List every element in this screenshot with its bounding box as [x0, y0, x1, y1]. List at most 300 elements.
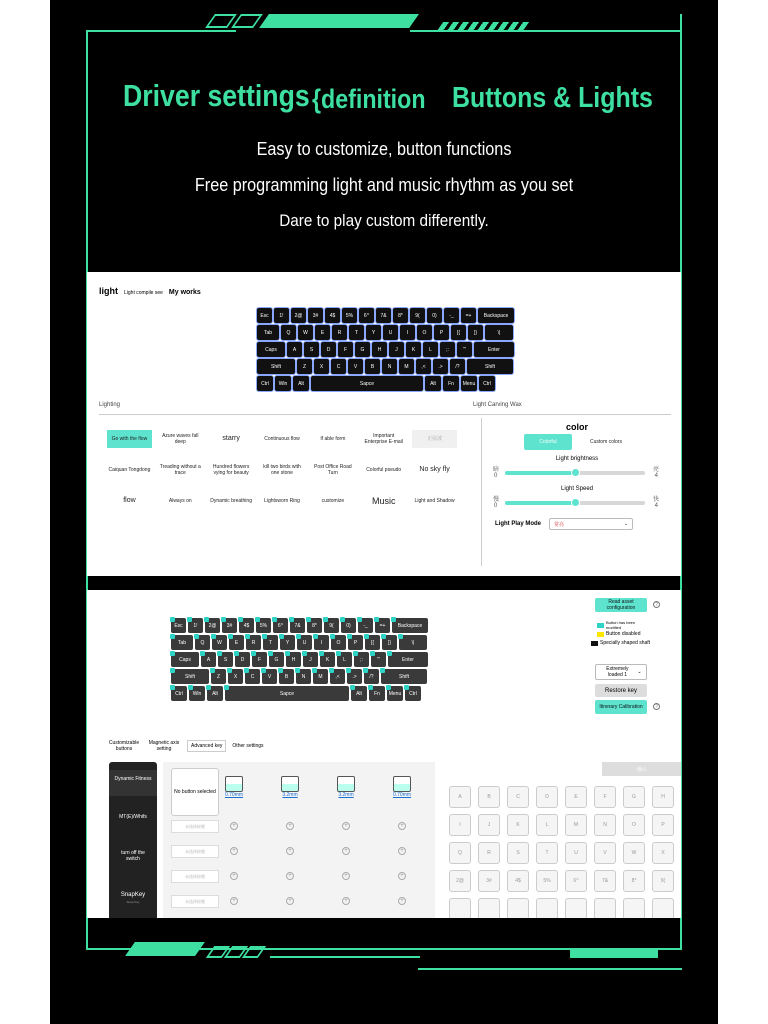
lighting-tabbar [99, 286, 201, 296]
keymap-panel [87, 590, 681, 918]
map-kb-key[interactable]: S [218, 652, 233, 667]
map-kb-key[interactable]: Alt [207, 686, 223, 701]
effect-option[interactable]: Always on [158, 492, 203, 510]
light-kb-key[interactable]: M [399, 359, 414, 374]
map-kb-key[interactable]: A [201, 652, 216, 667]
menu-mt[interactable]: MT(E)/Whifs [119, 814, 147, 820]
mapping-key[interactable]: J [478, 814, 500, 836]
effect-option[interactable]: Post Office Road Turn [310, 461, 355, 479]
tab-light[interactable]: light [99, 286, 118, 296]
effect-option[interactable]: Azure waves fall deep [158, 430, 203, 448]
mapping-key[interactable]: 9( [652, 870, 674, 892]
light-kb-key[interactable]: Alt [293, 376, 309, 391]
add-icon[interactable]: + [230, 897, 238, 905]
legend-modified-label: Button has been modified [606, 620, 636, 630]
mapping-key[interactable] [565, 898, 587, 918]
switch-icon [393, 776, 411, 792]
light-kb-key[interactable]: T [349, 325, 364, 340]
brightness-right-label: 亮 [652, 467, 659, 473]
play-mode-label: Light Play Mode [495, 521, 542, 527]
map-kb-key[interactable]: Z [211, 669, 226, 684]
map-kb-row [171, 635, 428, 650]
tab-other-settings[interactable]: Other settings [232, 743, 264, 749]
effect-grid [107, 430, 457, 510]
effect-option[interactable]: Music [361, 492, 406, 510]
mapping-key[interactable]: R [478, 842, 500, 864]
menu-snapkey[interactable]: SnapKey [120, 892, 146, 898]
light-kb-key[interactable]: I [400, 325, 415, 340]
map-kb-key[interactable]: 9( [324, 618, 339, 633]
map-kb-key[interactable]: 4$ [239, 618, 254, 633]
add-icon[interactable]: + [342, 872, 350, 880]
map-kb-key[interactable]: Menu [387, 686, 403, 701]
light-kb-key[interactable]: Y [366, 325, 381, 340]
map-kb-key[interactable]: .> [347, 669, 362, 684]
add-icon[interactable]: + [398, 897, 406, 905]
light-kb-key[interactable]: 0) [427, 308, 442, 323]
effect-option[interactable]: If able form [310, 430, 355, 448]
mapping-key[interactable]: D [536, 786, 558, 808]
loaded-select[interactable] [595, 664, 647, 680]
lighting-panel [87, 272, 681, 576]
map-kb-key[interactable]: V [262, 669, 277, 684]
add-icon[interactable]: + [230, 872, 238, 880]
hero-title [50, 78, 718, 118]
light-kb-key[interactable]: G [355, 342, 370, 357]
mapping-key[interactable] [594, 898, 616, 918]
map-kb-key[interactable]: Shift [381, 669, 427, 684]
mapping-key[interactable] [623, 898, 645, 918]
mapping-key[interactable]: P [652, 814, 674, 836]
map-kb-key[interactable]: I [314, 635, 329, 650]
mapping-key[interactable]: X [652, 842, 674, 864]
hero-title-mid: {definition [312, 84, 426, 114]
light-kb-key[interactable]: S [304, 342, 319, 357]
mapping-key[interactable]: Q [449, 842, 471, 864]
mapping-key[interactable]: 8* [623, 870, 645, 892]
map-kb-key[interactable]: M [313, 669, 328, 684]
mapping-key[interactable]: 3# [478, 870, 500, 892]
switch-travel[interactable] [279, 776, 301, 798]
light-kb-key[interactable]: /? [450, 359, 465, 374]
map-kb-key[interactable]: /? [364, 669, 379, 684]
light-kb-key[interactable]: L [423, 342, 438, 357]
map-kb-key[interactable]: 3# [222, 618, 237, 633]
brightness-slider[interactable] [487, 464, 667, 480]
brightness-left-label: 暗 [493, 467, 500, 473]
speed-slider[interactable] [487, 494, 667, 510]
map-kb-key[interactable]: Enter [388, 652, 428, 667]
key-slot[interactable]: 未选择按键 [171, 870, 219, 883]
light-kb-key[interactable]: Sapce [311, 376, 423, 391]
light-kb-key[interactable]: O [417, 325, 432, 340]
map-kb-key[interactable]: Ctrl [405, 686, 421, 701]
mapping-key[interactable] [536, 898, 558, 918]
mapping-key[interactable]: N [594, 814, 616, 836]
mapping-key[interactable]: U [565, 842, 587, 864]
mapping-key[interactable]: E [565, 786, 587, 808]
lighting-keyboard [257, 308, 514, 391]
light-kb-key[interactable]: Enter [474, 342, 514, 357]
custom-colors-button[interactable]: Custom colors [582, 434, 630, 450]
mapping-key[interactable]: B [478, 786, 500, 808]
play-mode-select[interactable] [549, 518, 633, 530]
mapping-key[interactable]: L [536, 814, 558, 836]
top-deco-outline-2 [231, 14, 263, 28]
play-mode-value: 常亮 [554, 521, 565, 528]
hero-title-right: Buttons & Lights [452, 82, 653, 114]
map-kb-key[interactable]: Caps [171, 652, 199, 667]
frame-topline-left [86, 30, 236, 32]
effect-option[interactable]: Colorful pseudo [361, 461, 406, 479]
bottom-deco-right [570, 950, 658, 958]
help-icon[interactable]: ? [653, 601, 660, 608]
keymap-tabs [107, 740, 264, 752]
read-asset-button[interactable]: Read asset configuration [595, 598, 647, 612]
mapping-key[interactable] [478, 898, 500, 918]
mapping-key[interactable]: 2@ [449, 870, 471, 892]
mapping-key[interactable]: F [594, 786, 616, 808]
switch-travel-value: 3.2mm [282, 792, 298, 798]
map-kb-key[interactable]: H [286, 652, 301, 667]
light-kb-key[interactable]: K [406, 342, 421, 357]
add-icon[interactable]: + [398, 822, 406, 830]
light-kb-key[interactable]: 7& [376, 308, 391, 323]
key-slot[interactable]: 未选择按键 [171, 845, 219, 858]
add-icon[interactable]: + [342, 847, 350, 855]
bottom-deco-bar [125, 942, 205, 956]
map-kb-key[interactable]: '" [371, 652, 386, 667]
tab-light-compile[interactable]: Light compile see [124, 290, 163, 296]
light-kb-key[interactable]: C [331, 359, 346, 374]
chevron-down-icon: ⌄ [637, 669, 642, 675]
mapping-key[interactable]: I [449, 814, 471, 836]
effect-option[interactable]: Dynamic breathing [209, 492, 254, 510]
map-kb-key[interactable]: Backspace [392, 618, 428, 633]
lighting-divider [99, 414, 671, 415]
speed-label: Light Speed [560, 486, 594, 492]
add-icon[interactable]: + [342, 822, 350, 830]
light-kb-key[interactable]: Q [281, 325, 296, 340]
map-kb-key[interactable]: 0) [341, 618, 356, 633]
tab-customizable-buttons[interactable]: Customizable buttons [108, 740, 140, 752]
map-kb-key[interactable]: -_ [358, 618, 373, 633]
colorful-button[interactable]: Colorful [524, 434, 572, 450]
help-icon[interactable]: ? [653, 703, 660, 710]
light-kb-key[interactable]: .> [433, 359, 448, 374]
switch-icon [225, 776, 243, 792]
light-kb-key[interactable]: Backspace [478, 308, 514, 323]
light-kb-key[interactable]: V [348, 359, 363, 374]
effect-option[interactable]: No sky fly [412, 461, 457, 479]
map-kb-key[interactable]: \| [399, 635, 427, 650]
mapping-key[interactable]: W [623, 842, 645, 864]
advanced-key-area [163, 762, 435, 918]
speed-thumb[interactable] [571, 498, 580, 507]
map-kb-key[interactable]: [{ [365, 635, 380, 650]
light-kb-key[interactable]: U [383, 325, 398, 340]
legend-shaped-label: Specially shaped shaft [600, 640, 651, 646]
light-kb-key[interactable]: Ctrl [257, 376, 273, 391]
map-kb-key[interactable]: R [246, 635, 261, 650]
light-kb-key[interactable]: H [372, 342, 387, 357]
map-kb-key[interactable]: 6^ [273, 618, 288, 633]
legend-disabled-label: Button disabled [606, 631, 641, 637]
effect-option[interactable]: kill two birds with one stone [260, 461, 305, 479]
switch-travel[interactable] [335, 776, 357, 798]
lighting-vdivider [481, 418, 482, 566]
confirm-bar[interactable]: 确认 [602, 762, 681, 776]
map-kb-key[interactable]: 5% [256, 618, 271, 633]
menu-turn-off-switch[interactable]: turn off the switch [121, 850, 145, 862]
light-kb-key[interactable]: J [389, 342, 404, 357]
map-kb-key[interactable]: Win [189, 686, 205, 701]
light-kb-key[interactable]: 1! [274, 308, 289, 323]
light-kb-key[interactable]: 5% [342, 308, 357, 323]
switch-travel[interactable] [391, 776, 413, 798]
speed-min: 0 [494, 503, 498, 509]
map-kb-key[interactable]: ,< [330, 669, 345, 684]
light-kb-key[interactable]: Esc [257, 308, 272, 323]
light-kb-key[interactable]: Win [275, 376, 291, 391]
frame-topline-right [410, 30, 682, 32]
keymap-keyboard [171, 618, 428, 701]
add-icon[interactable]: + [230, 822, 238, 830]
map-kb-row [171, 618, 428, 633]
light-kb-key[interactable]: 2@ [291, 308, 306, 323]
map-kb-key[interactable]: G [269, 652, 284, 667]
light-kb-key[interactable]: E [315, 325, 330, 340]
lighting-section-label: Lighting [99, 402, 121, 408]
light-kb-key[interactable]: Ctrl [479, 376, 495, 391]
light-kb-row [257, 325, 514, 340]
light-kb-key[interactable]: W [298, 325, 313, 340]
map-kb-key[interactable]: P [348, 635, 363, 650]
calibration-button[interactable]: Itinerary Calibration [595, 700, 647, 714]
add-icon[interactable]: + [286, 872, 294, 880]
speed-right-label: 快 [652, 497, 659, 503]
effect-option[interactable]: 正弦波 [412, 430, 457, 448]
mapping-key[interactable]: 6^ [565, 870, 587, 892]
legend-swatch-disabled [597, 632, 604, 637]
effect-option[interactable]: customize [310, 492, 355, 510]
map-kb-row [171, 686, 428, 701]
light-kb-key[interactable]: 9( [410, 308, 425, 323]
effect-option[interactable]: Light and Shadow [412, 492, 457, 510]
add-icon[interactable]: + [286, 822, 294, 830]
map-kb-key[interactable]: Q [195, 635, 210, 650]
map-kb-key[interactable]: Sapce [225, 686, 349, 701]
map-kb-row [171, 652, 428, 667]
tab-advanced-key[interactable]: Advanced key [187, 740, 226, 752]
switch-travel-value: 0.70mm [392, 792, 412, 798]
map-kb-key[interactable]: Y [280, 635, 295, 650]
light-carving-label: Light Carving Wax [473, 402, 522, 408]
map-kb-key[interactable]: U [297, 635, 312, 650]
effect-option[interactable]: Hundred flowers vying for beauty [209, 461, 254, 479]
map-kb-key[interactable]: 7& [290, 618, 305, 633]
add-icon[interactable]: + [286, 847, 294, 855]
bottom-deco-line [270, 956, 420, 958]
map-kb-key[interactable]: N [296, 669, 311, 684]
map-kb-key[interactable]: Tab [171, 635, 193, 650]
light-kb-key[interactable]: =+ [461, 308, 476, 323]
restore-key-button[interactable]: Restore key [595, 684, 647, 697]
bottom-deco-rail [418, 968, 682, 970]
color-panel [487, 422, 667, 530]
map-kb-key[interactable]: Alt [351, 686, 367, 701]
effect-option[interactable]: Continuous flow [260, 430, 305, 448]
mapping-key[interactable]: K [507, 814, 529, 836]
legend-swatch-modified [597, 623, 604, 628]
loaded-value: Extremely loaded 1 [606, 666, 629, 678]
light-kb-key[interactable]: 4$ [325, 308, 340, 323]
light-kb-row [257, 359, 514, 374]
add-icon[interactable]: + [230, 847, 238, 855]
map-kb-key[interactable]: 8* [307, 618, 322, 633]
map-kb-key[interactable]: E [229, 635, 244, 650]
light-kb-key[interactable]: -_ [444, 308, 459, 323]
tab-magnetic-axis[interactable]: Magnetic axis setting [148, 740, 180, 752]
add-icon[interactable]: + [342, 897, 350, 905]
legend-disabled [597, 631, 640, 637]
light-kb-key[interactable]: Fn [443, 376, 459, 391]
switch-travel[interactable] [223, 776, 245, 798]
light-kb-key[interactable]: \| [485, 325, 513, 340]
switch-travel-value: 3.2mm [338, 792, 354, 798]
light-kb-key[interactable]: F [338, 342, 353, 357]
map-kb-key[interactable]: ]} [382, 635, 397, 650]
light-kb-key[interactable]: X [314, 359, 329, 374]
map-kb-key[interactable]: ;: [354, 652, 369, 667]
mapping-key[interactable]: A [449, 786, 471, 808]
hero-title-left: Driver settings [123, 78, 310, 113]
hero-line-3: Dare to play custom differently. [279, 211, 489, 230]
light-kb-key[interactable]: [{ [451, 325, 466, 340]
poster [50, 0, 718, 1024]
mapping-key[interactable]: 7& [594, 870, 616, 892]
mapping-key[interactable]: C [507, 786, 529, 808]
map-kb-key[interactable]: K [320, 652, 335, 667]
menu-snapkey-sub: Snap Key [126, 900, 140, 904]
light-kb-key[interactable]: Alt [425, 376, 441, 391]
light-kb-key[interactable]: Shift [467, 359, 513, 374]
light-kb-key[interactable]: 6^ [359, 308, 374, 323]
add-icon[interactable]: + [286, 897, 294, 905]
effect-option[interactable]: Lightsworn Ring [260, 492, 305, 510]
light-kb-key[interactable]: ,< [416, 359, 431, 374]
light-kb-key[interactable]: Menu [461, 376, 477, 391]
map-kb-key[interactable]: Esc [171, 618, 186, 633]
map-kb-key[interactable]: J [303, 652, 318, 667]
light-kb-row [257, 376, 514, 391]
effect-option[interactable]: Caiquan Tongdong [107, 461, 152, 479]
light-kb-key[interactable]: 8* [393, 308, 408, 323]
light-kb-key[interactable]: 3# [308, 308, 323, 323]
effect-option[interactable]: starry [209, 430, 254, 448]
light-kb-key[interactable]: B [365, 359, 380, 374]
light-kb-key[interactable]: Z [297, 359, 312, 374]
brightness-thumb[interactable] [571, 468, 580, 477]
map-kb-key[interactable]: W [212, 635, 227, 650]
map-kb-key[interactable]: T [263, 635, 278, 650]
legend-modified [597, 620, 642, 630]
hero-line-1: Easy to customize, button functions [256, 139, 512, 159]
mapping-key[interactable]: V [594, 842, 616, 864]
map-kb-key[interactable]: =+ [375, 618, 390, 633]
map-kb-key[interactable]: Ctrl [171, 686, 187, 701]
menu-dynamic-fitness[interactable]: Dynamic Fitness [109, 770, 157, 796]
mapping-key[interactable]: 5% [536, 870, 558, 892]
mapping-key[interactable]: T [536, 842, 558, 864]
map-kb-key[interactable]: F [252, 652, 267, 667]
mapping-key[interactable]: O [623, 814, 645, 836]
tab-my-works[interactable]: My works [168, 289, 201, 296]
mapping-key[interactable] [507, 898, 529, 918]
light-kb-key[interactable]: A [287, 342, 302, 357]
effect-option[interactable]: Important Enterprise E-mail [361, 430, 406, 448]
map-kb-key[interactable]: 1! [188, 618, 203, 633]
color-title: color [565, 422, 588, 432]
key-slot[interactable]: 未选择按键 [171, 895, 219, 908]
key-slot[interactable]: 未选择按键 [171, 820, 219, 833]
add-icon[interactable]: + [398, 847, 406, 855]
mapping-key[interactable]: M [565, 814, 587, 836]
light-kb-key[interactable]: ]} [468, 325, 483, 340]
light-kb-key[interactable]: P [434, 325, 449, 340]
light-kb-key[interactable]: Tab [257, 325, 279, 340]
map-kb-key[interactable]: 2@ [205, 618, 220, 633]
map-kb-key[interactable]: C [245, 669, 260, 684]
mapping-key[interactable]: H [652, 786, 674, 808]
effect-option[interactable]: flow [107, 492, 152, 510]
map-kb-key[interactable]: Shift [171, 669, 209, 684]
chevron-down-icon: ⌄ [623, 521, 629, 527]
mapping-key[interactable] [652, 898, 674, 918]
map-kb-key[interactable]: D [235, 652, 250, 667]
mapping-key[interactable]: 4$ [507, 870, 529, 892]
speed-left-label: 慢 [493, 497, 500, 503]
light-kb-row [257, 308, 514, 323]
legend-swatch-shaped [591, 641, 598, 646]
brightness-label: Light brightness [555, 456, 599, 462]
map-kb-key[interactable]: Fn [369, 686, 385, 701]
map-kb-key[interactable]: L [337, 652, 352, 667]
legend-shaped [591, 640, 650, 646]
map-kb-key[interactable]: O [331, 635, 346, 650]
light-kb-row [257, 342, 514, 357]
light-kb-key[interactable]: Shift [257, 359, 295, 374]
effect-option[interactable]: Treading without a trace [158, 461, 203, 479]
light-kb-key[interactable]: R [332, 325, 347, 340]
light-kb-key[interactable]: N [382, 359, 397, 374]
add-icon[interactable]: + [398, 872, 406, 880]
switch-icon [281, 776, 299, 792]
light-kb-key[interactable]: '" [457, 342, 472, 357]
mapping-key[interactable]: S [507, 842, 529, 864]
mapping-key[interactable]: G [623, 786, 645, 808]
map-kb-key[interactable]: B [279, 669, 294, 684]
effect-option[interactable]: Go with the flow [107, 430, 152, 448]
light-kb-key[interactable]: ;: [440, 342, 455, 357]
hero-line-2: Free programming light and music rhythm as you set [194, 175, 574, 195]
light-kb-key[interactable]: D [321, 342, 336, 357]
speed-max: 4 [654, 503, 658, 509]
map-kb-row [171, 669, 428, 684]
mapping-key[interactable] [449, 898, 471, 918]
light-kb-key[interactable]: Caps [257, 342, 285, 357]
map-kb-key[interactable]: X [228, 669, 243, 684]
